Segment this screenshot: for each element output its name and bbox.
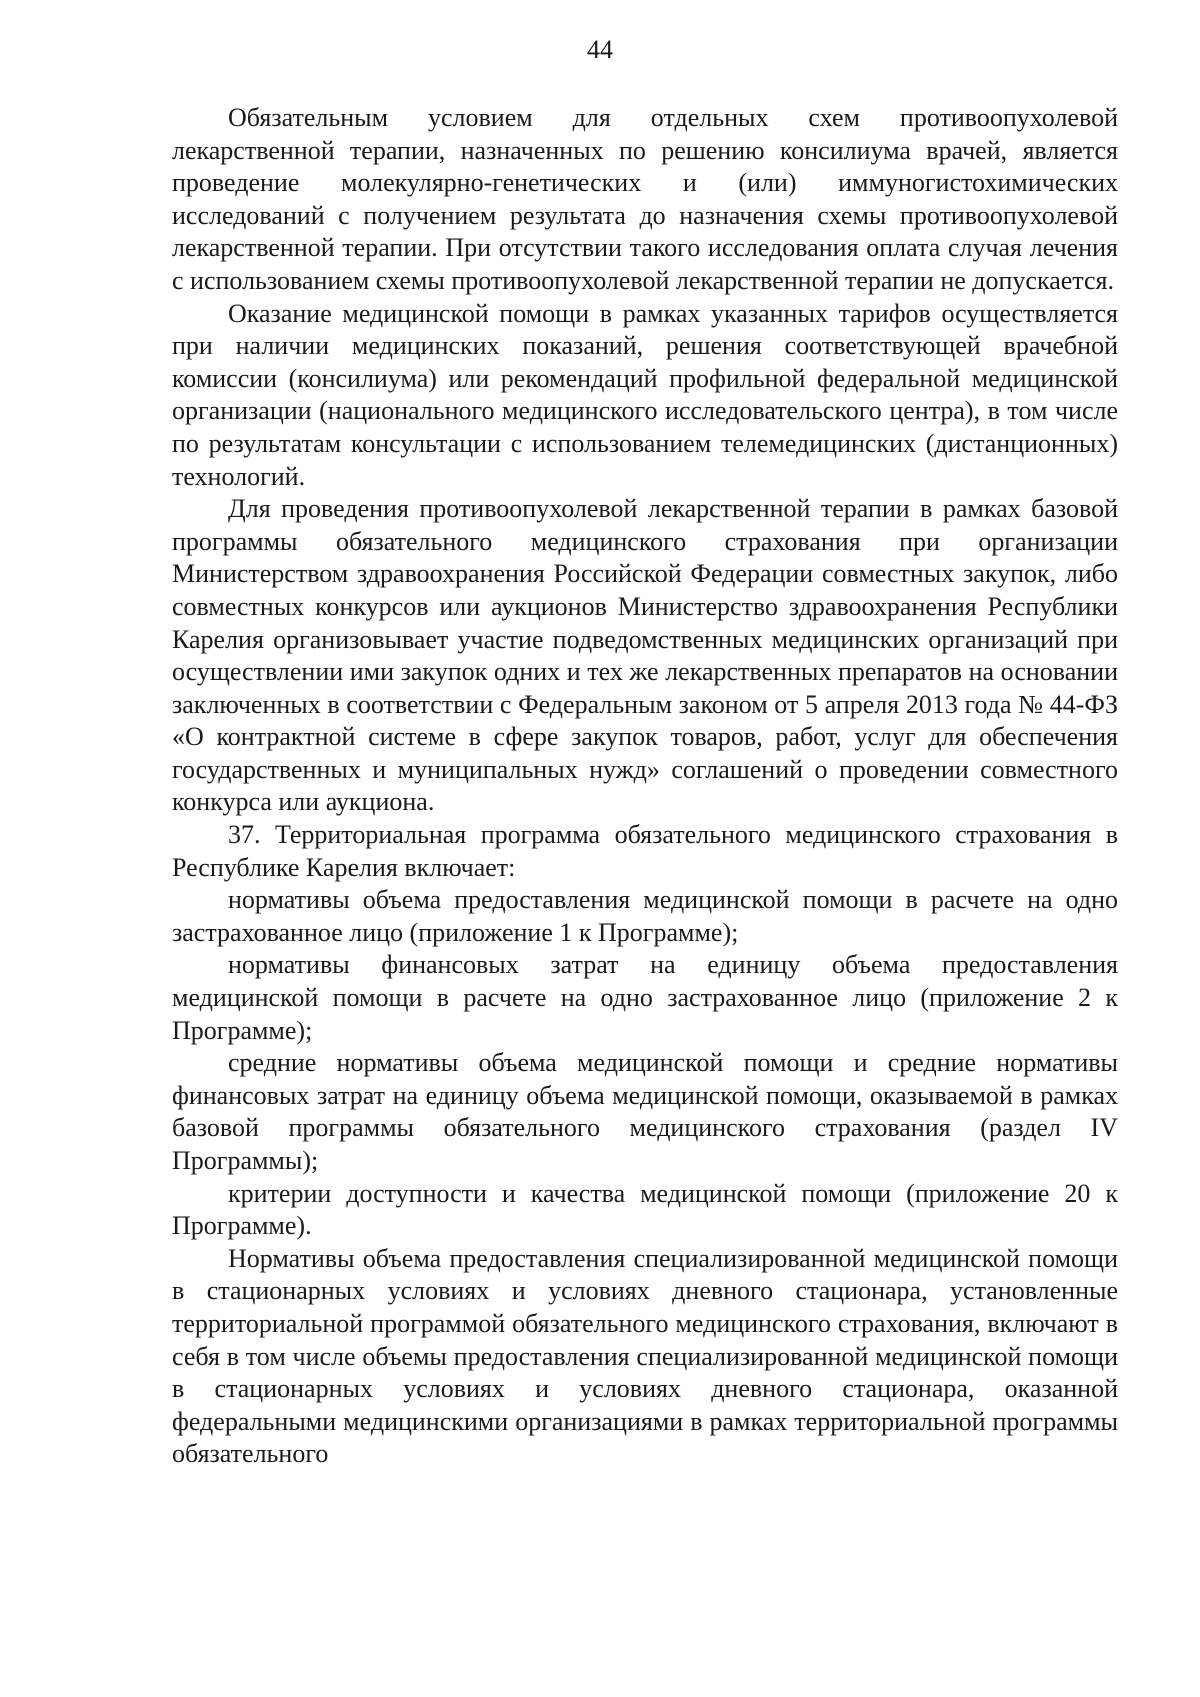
paragraph-therapy-condition: Обязательным условием для отдельных схем противоопухолевой лекарственной терапии, назначенных по решению консилиума врачей, является проведение молекулярно-генетических и (или) иммуногистохимических исследований с получением результата до назначения схемы противоопухолевой лекарственной терапии. При отсутствии такого исследования оплата случая лечения с использованием схемы противоопухолевой лекарственной терапии не допускается. bbox=[172, 103, 1118, 295]
page-number: 44 bbox=[587, 35, 613, 64]
list-item-cost-norms: нормативы финансовых затрат на единицу объема предоставления медицинской помощи в расчете на одно застрахованное лицо (приложение 2 к Программе); bbox=[172, 950, 1118, 1045]
list-item-volume-norms: нормативы объема предоставления медицинской помощи в расчете на одно застрахованное лицо (приложение 1 к Программе); bbox=[172, 885, 1118, 947]
paragraph-specialized-care-norms: Нормативы объема предоставления специализированной медицинской помощи в стационарных условиях и условиях дневного стационара, установленные территориальной программой обязательного медицинского страхования, включают в себя в том числе объемы предоставления специализированной медицинской помощи в стационарных условиях и условиях дневного стационара, оказанной федеральными медицинскими организациями в рамках территориальной программы обязательного bbox=[172, 1243, 1118, 1469]
list-item-quality-criteria: критерии доступности и качества медицинской помощи (приложение 20 к Программе). bbox=[172, 1178, 1118, 1241]
list-item-average-norms: средние нормативы объема медицинской помощи и средние нормативы финансовых затрат на единицу объема медицинской помощи, оказываемой в рамках базовой программы обязательного медицинского страхования (раздел IV Программы); bbox=[172, 1048, 1118, 1175]
paragraph-item-37: 37. Территориальная программа обязательного медицинского страхования в Республике Карелия включает: bbox=[172, 820, 1118, 882]
paragraph-medical-care-provision: Оказание медицинской помощи в рамках указанных тарифов осуществляется при наличии медицинских показаний, решения соответствующей врачебной комиссии (консилиума) или рекомендаций профильной федеральной медицинской организации (национального медицинского исследовательского центра), в том числе по результатам консультации с использованием телемедицинских (дистанционных) технологий. bbox=[172, 298, 1118, 491]
paragraph-joint-procurement: Для проведения противоопухолевой лекарственной терапии в рамках базовой программы обязательного медицинского страхования при организации Министерством здравоохранения Российской Федерации совместных закупок, либо совместных конкурсов или аукционов Министерство здравоохранения Республики Карелия организовывает участие подведомственных медицинских организаций при осуществлении ими закупок одних и тех же лекарственных препаратов на основании заключенных в соответствии с Федеральным законом от 5 апреля 2013 года № 44-ФЗ «О контрактной системе в сфере закупок товаров, работ, услуг для обеспечения государственных и муниципальных нужд» соглашений о проведении совместного конкурса или аукциона. bbox=[172, 494, 1118, 817]
document-body bbox=[172, 102, 1118, 1471]
